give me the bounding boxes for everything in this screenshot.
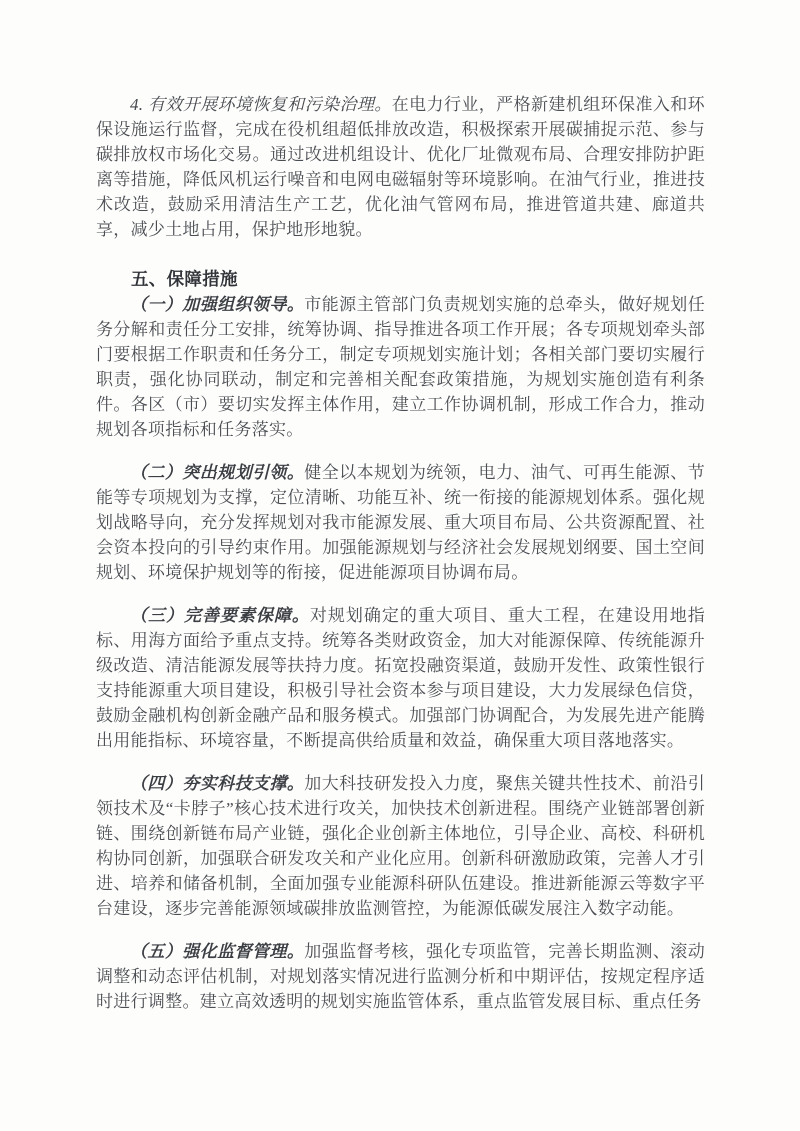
paragraph-item-4-lead: （四）夯实科技支撑。 — [130, 774, 305, 793]
paragraph-item-2-lead: （二）突出规划引领。 — [130, 463, 305, 482]
paragraph-item-5-body: 加强监督考核，强化专项监管，完善长期监测、滚动调整和动态评估机制，对规划落实情况进行监测分析和中期评估，按规定程序适时进行调整。建立高效透明的规划实施监管体系，重点监管发展目标、重点任务 — [96, 942, 705, 1011]
paragraph-item-5-supervision-management — [96, 939, 705, 1014]
paragraph-item-3-body: 对规划确定的重大项目、重大工程，在建设用地指标、用海方面给予重点支持。统筹各类财政资金，加大对能源保障、传统能源升级改造、清洁能源发展等扶持力度。拓宽投融资渠道，鼓励开发性、政策性银行支持能源重大项目建设，积极引导社会资本参与项目建设，大力发展绿色信贷，鼓励金融机构创新金融产品和服务模式。加强部门协调配合，为发展先进产能腾出用能指标、环境容量，不断提高供给质量和效益，确保重大项目落地落实。 — [96, 606, 705, 750]
paragraph-item-1-body: 市能源主管部门负责规划实施的总牵头，做好规划任务分解和责任分工安排，统筹协调、指导推进各项工作开展；各专项规划牵头部门要根据工作职责和任务分工，制定专项规划实施计划；各相关部门要切实履行职责，强化协同联动，制定和完善相关配套政策措施，为规划实施创造有利条件。各区（市）要切实发挥主体作用，建立工作协调机制，形成工作合力，推动规划各项指标和任务落实。 — [96, 295, 705, 439]
paragraph-item-3-factor-support — [96, 603, 705, 753]
paragraph-item-4-body: 加大科技研发投入力度，聚焦关键共性技术、前沿引领技术及“卡脖子”核心技术进行攻关，加快技术创新进程。围绕产业链部署创新链、围绕创新链布局产业链，强化企业创新主体地位，引导企业、高校、科研机构协同创新，加强联合研发攻关和产业化应用。创新科研激励政策，完善人才引进、培养和储备机制，全面加强专业能源科研队伍建设。推进新能源云等数字平台建设，逐步完善能源领域碳排放监测管控，为能源低碳发展注入数字动能。 — [96, 774, 705, 918]
paragraph-item-3-lead: （三）完善要素保障。 — [130, 606, 310, 625]
paragraph-item-1-organization-leadership — [96, 292, 705, 442]
paragraph-item-2-body: 健全以本规划为统领，电力、油气、可再生能源、节能等专项规划为支撑，定位清晰、功能互补、统一衔接的能源规划体系。强化规划战略导向，充分发挥规划对我市能源发展、重大项目布局、公共资源配置、社会资本投向的引导约束作用。加强能源规划与经济社会发展规划纲要、国土空间规划、环境保护规划等的衔接，促进能源项目协调布局。 — [96, 463, 705, 582]
paragraph-item-1-lead: （一）加强组织领导。 — [130, 295, 305, 314]
paragraph-environment-restoration-lead: 4. 有效开展环境恢复和污染治理。 — [130, 95, 392, 114]
paragraph-environment-restoration — [96, 92, 705, 242]
section-heading-safeguard-measures: 五、保障措施 — [131, 269, 238, 289]
paragraph-item-5-lead: （五）强化监督管理。 — [130, 942, 305, 961]
paragraph-item-4-science-technology — [96, 771, 705, 921]
paragraph-item-2-planning-guidance — [96, 460, 705, 585]
paragraph-environment-restoration-body: 在电力行业，严格新建机组环保准入和环保设施运行监督，完成在役机组超低排放改造，积极探索开展碳捕捉示范、参与碳排放权市场化交易。通过改进机组设计、优化厂址微观布局、合理安排防护距离等措施，降低风机运行噪音和电网电磁辐射等环境影响。在油气行业，推进技术改造，鼓励采用清洁生产工艺，优化油气管网布局，推进管道共建、廊道共享，减少土地占用，保护地形地貌。 — [96, 95, 705, 239]
